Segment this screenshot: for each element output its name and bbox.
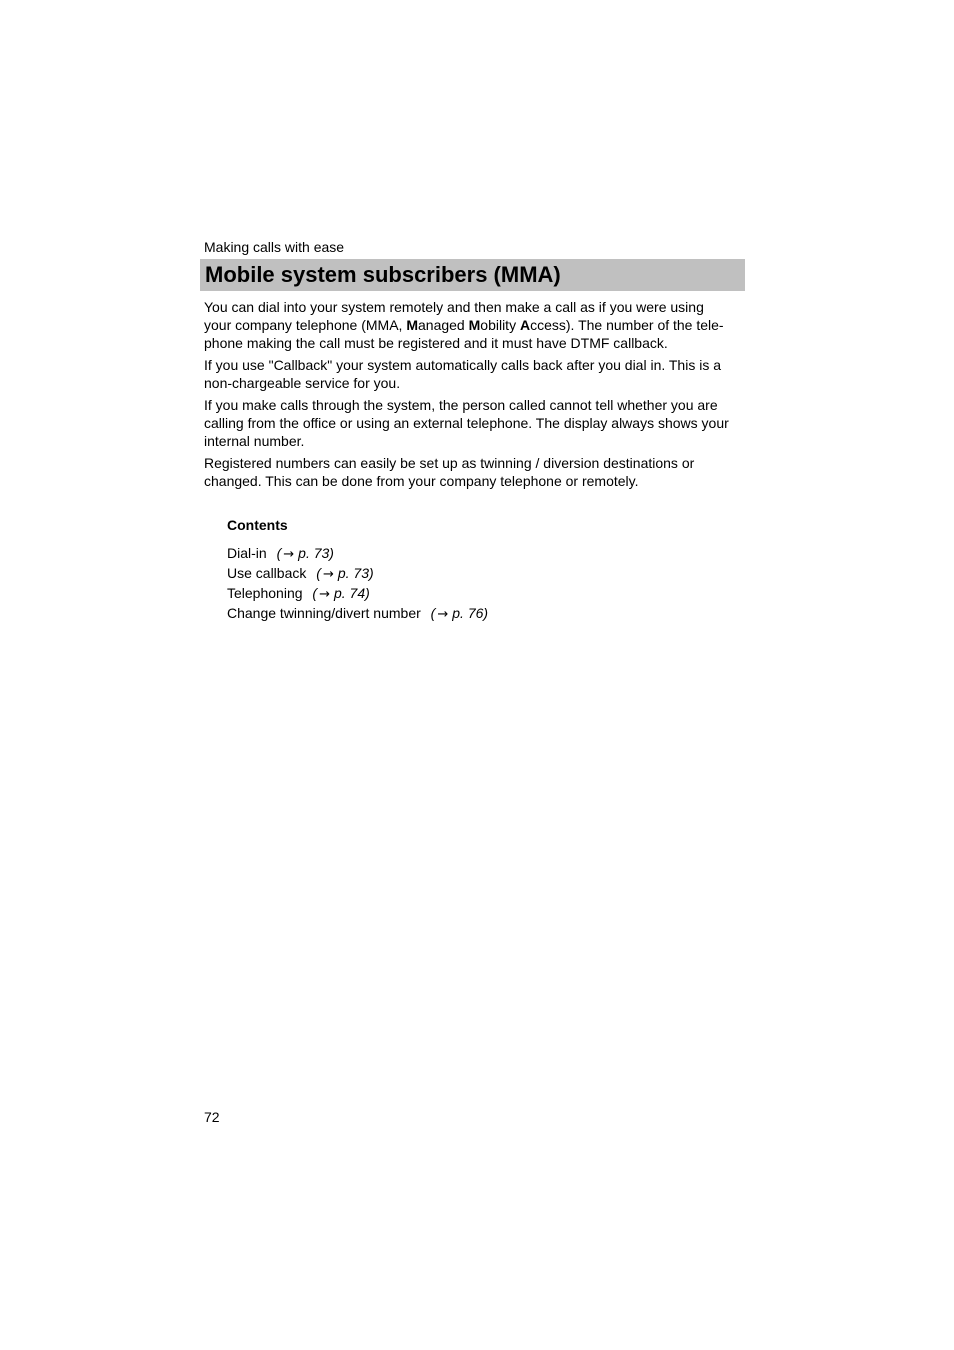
- text-run: obility: [480, 317, 520, 333]
- arrow-right-icon: →: [319, 587, 330, 602]
- page-number: 72: [204, 1109, 220, 1125]
- paragraph-line: You can dial into your system remotely and then make a call as if you were using: [204, 299, 704, 315]
- arrow-right-icon: →: [437, 607, 449, 622]
- paragraph-registered-numbers: [204, 454, 745, 490]
- contents-item-dial-in[interactable]: [227, 544, 488, 564]
- contents-heading: Contents: [227, 517, 288, 533]
- contents-item-label: Use callback: [227, 565, 307, 581]
- page-reference-link[interactable]: [277, 545, 334, 561]
- text-run: anaged: [418, 317, 469, 333]
- paragraph-line: calling from the office or using an external telephone. The display always shows your: [204, 415, 729, 431]
- page-ref: p. 74): [333, 585, 370, 601]
- page-title: Mobile system subscribers (MMA): [205, 262, 561, 287]
- arrow-right-icon: →: [322, 567, 334, 582]
- arrow-right-icon: →: [283, 547, 295, 562]
- text-run: your company telephone (MMA,: [204, 317, 407, 333]
- page-ref: p. 73): [298, 545, 334, 561]
- section-title-bar: [200, 259, 745, 291]
- paragraph-line: If you make calls through the system, the person called cannot tell whether you are: [204, 397, 718, 413]
- page-reference-link[interactable]: [431, 605, 488, 621]
- contents-item-label: Telephoning: [227, 585, 303, 601]
- acronym-letter: M: [468, 317, 481, 333]
- running-header: Making calls with ease: [204, 239, 345, 255]
- text-run: ccess). The number of the tele-: [530, 317, 724, 333]
- paragraph-line: If you use "Callback" your system automatically calls back after you dial in. This is a: [204, 357, 722, 373]
- page-reference-link[interactable]: [316, 565, 373, 581]
- paragraph-line: [204, 316, 745, 334]
- ref-open: (: [312, 585, 318, 601]
- page-ref: p. 73): [337, 565, 374, 581]
- contents-list: [227, 544, 488, 624]
- acronym-letter: M: [406, 317, 418, 333]
- paragraph-line: changed. This can be done from your company telephone or remotely.: [204, 473, 639, 489]
- contents-item-label: Dial-in: [227, 545, 267, 561]
- contents-item-change-twinning[interactable]: [227, 604, 488, 624]
- contents-item-telephoning[interactable]: [227, 584, 488, 604]
- contents-item-label: Change twinning/divert number: [227, 605, 421, 621]
- page-reference-link[interactable]: [312, 585, 369, 601]
- paragraph-line: Registered numbers can easily be set up as twinning / diversion destinations or: [204, 455, 695, 471]
- contents-item-use-callback[interactable]: [227, 564, 488, 584]
- ref-open: (: [316, 565, 321, 581]
- acronym-letter: A: [519, 317, 531, 333]
- paragraph-intro: [204, 298, 745, 352]
- paragraph-line: phone making the call must be registered and it must have DTMF callback.: [204, 335, 668, 351]
- paragraph-line: internal number.: [204, 433, 305, 449]
- page-ref: p. 76): [452, 605, 489, 621]
- paragraph-line: non-chargeable service for you.: [204, 375, 401, 391]
- paragraph-calls: [204, 396, 745, 450]
- body-text: [204, 298, 745, 494]
- ref-open: (: [430, 605, 436, 621]
- ref-open: (: [276, 545, 282, 561]
- paragraph-callback: [204, 356, 745, 392]
